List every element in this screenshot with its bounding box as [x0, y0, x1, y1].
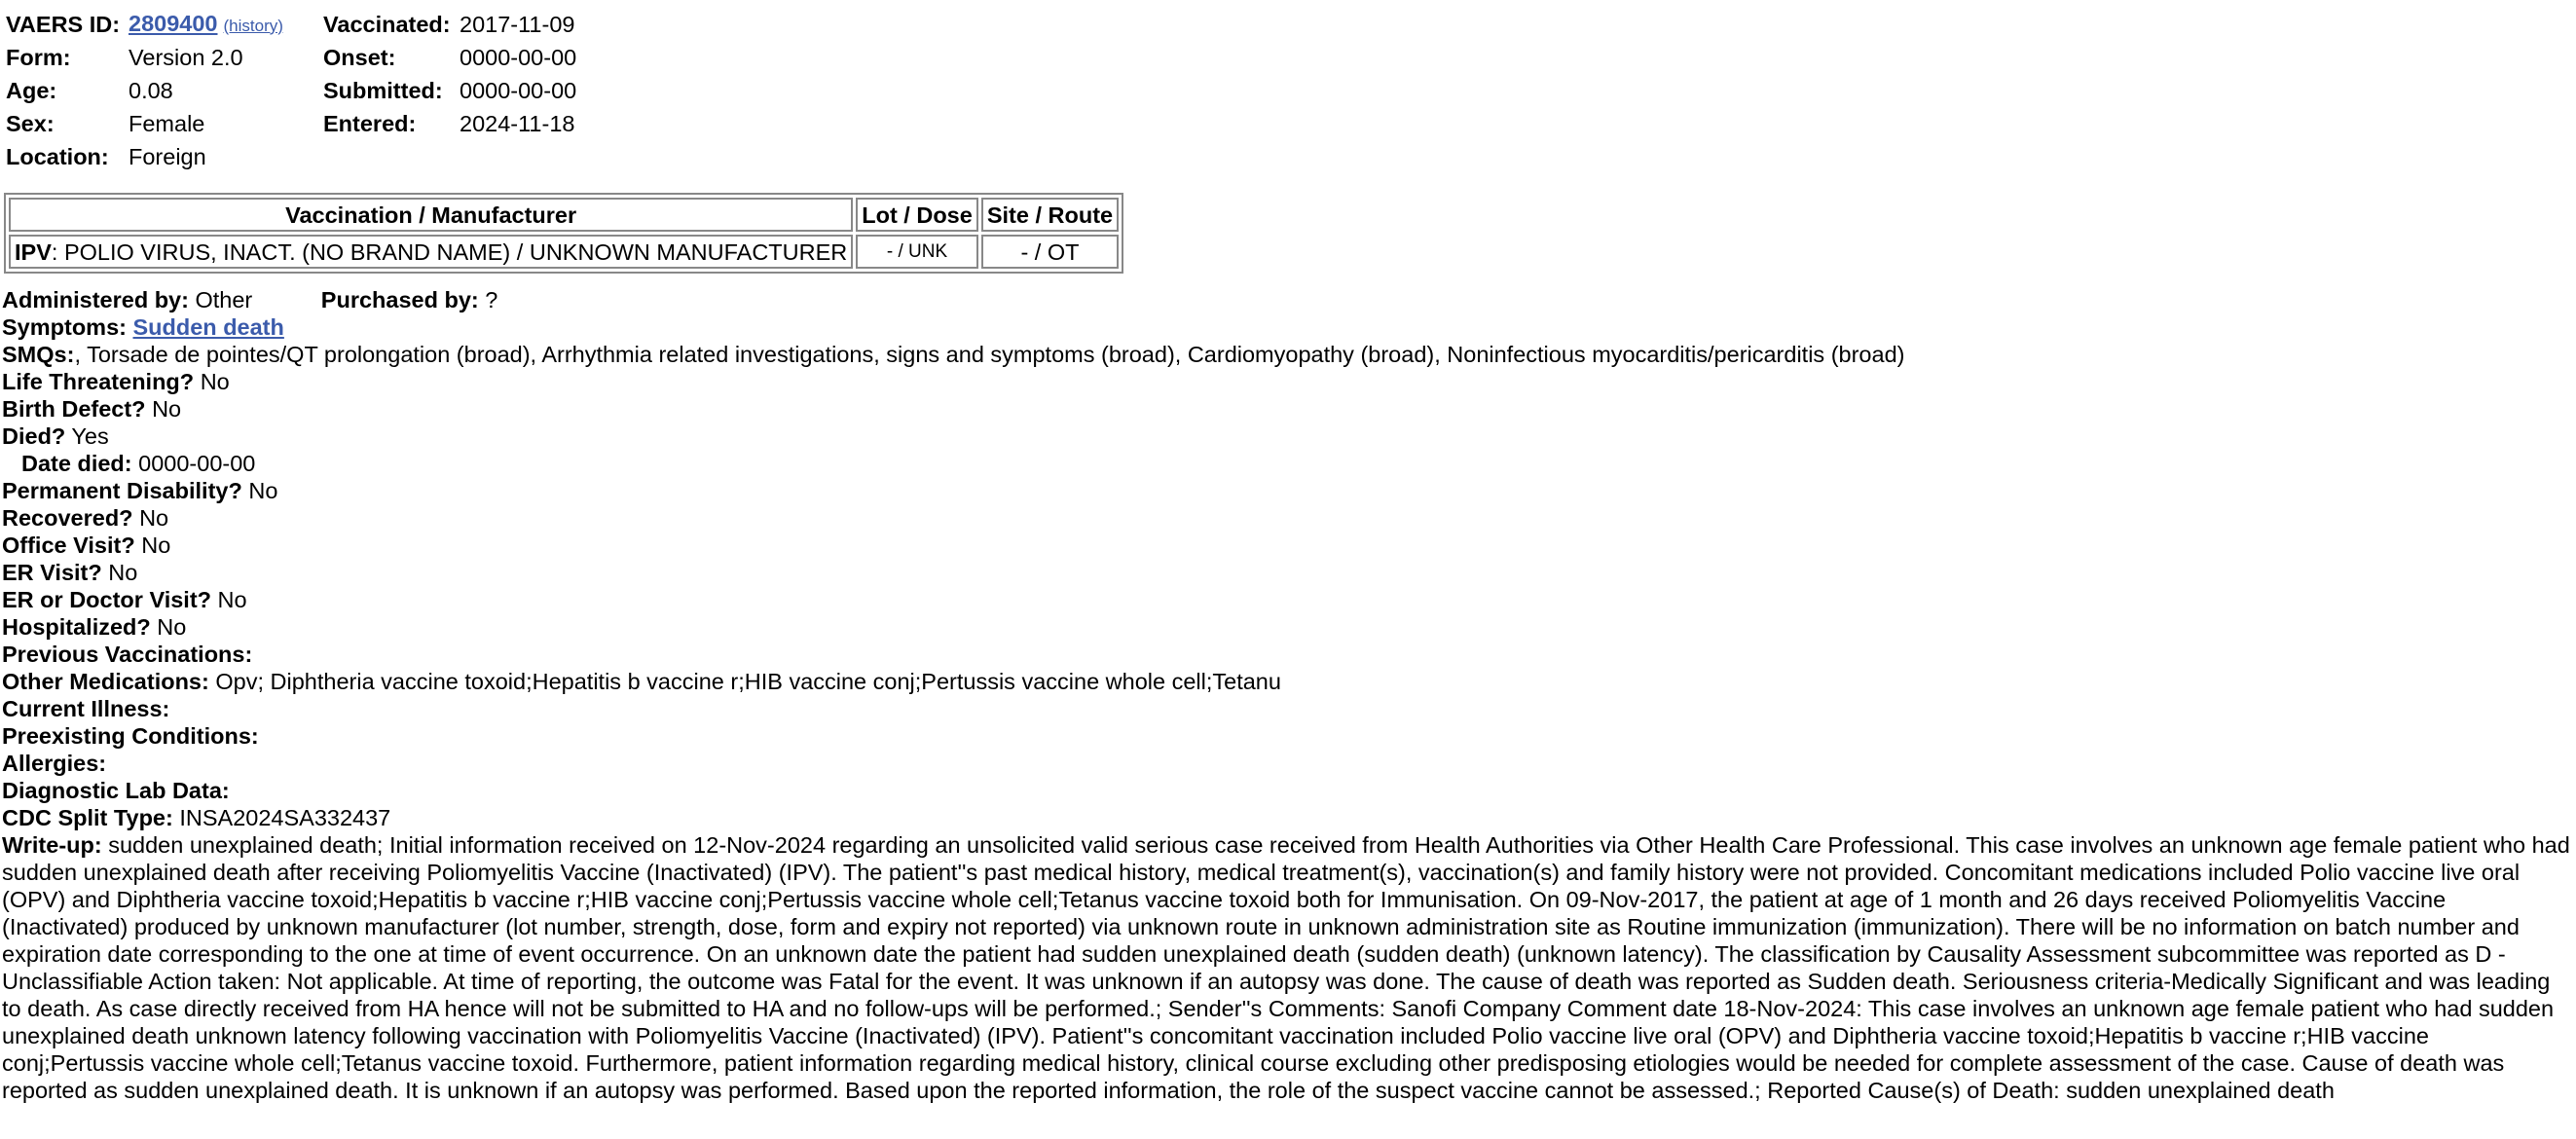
other-medications-row: [2, 668, 2572, 695]
disability-value: No: [248, 478, 278, 503]
life-threatening-value: No: [200, 369, 230, 394]
office-visit-label: Office Visit?: [2, 533, 135, 558]
age-value: 0.08: [129, 78, 173, 103]
allergies-label: Allergies:: [2, 751, 107, 776]
symptoms-label: Symptoms:: [2, 314, 127, 340]
died-row: [2, 423, 2572, 450]
recovered-label: Recovered?: [2, 505, 133, 531]
administered-value: Other: [195, 287, 253, 312]
site-route-cell: - / OT: [981, 235, 1119, 269]
allergies-row: [2, 750, 2572, 777]
er-doctor-label: ER or Doctor Visit?: [2, 587, 212, 612]
other-medications-value: Opv; Diphtheria vaccine toxoid;Hepatitis b vaccine r;HIB vaccine conj;Pertussis vaccine whole cell;Tetanu: [215, 669, 1281, 694]
diagnostic-lab-label: Diagnostic Lab Data:: [2, 778, 230, 803]
col-lot-dose: Lot / Dose: [856, 198, 978, 232]
office-visit-value: No: [141, 533, 171, 558]
died-value: Yes: [71, 423, 109, 449]
cdc-split-value: INSA2024SA332437: [179, 805, 391, 830]
lot-dose-cell: - / UNK: [856, 235, 978, 269]
birth-defect-value: No: [152, 396, 182, 422]
cdc-split-label: CDC Split Type:: [2, 805, 173, 830]
previous-vaccinations-label: Previous Vaccinations:: [2, 642, 253, 667]
vaccine-cell: [9, 235, 853, 269]
hospitalized-value: No: [157, 614, 187, 640]
submitted-value: 0000-00-00: [460, 78, 577, 103]
report-details: [2, 286, 2572, 1104]
other-medications-label: Other Medications:: [2, 669, 209, 694]
recovered-row: [2, 504, 2572, 532]
vaccine-description: : POLIO VIRUS, INACT. (NO BRAND NAME) / UNKNOWN MANUFACTURER: [51, 239, 848, 265]
purchased-value: ?: [485, 287, 498, 312]
er-doctor-row: [2, 586, 2572, 613]
vaccine-code: IPV: [15, 239, 52, 265]
disability-label: Permanent Disability?: [2, 478, 242, 503]
onset-value: 0000-00-00: [460, 45, 577, 70]
sex-value: Female: [129, 111, 205, 136]
disability-row: [2, 477, 2572, 504]
office-visit-row: [2, 532, 2572, 559]
hospitalized-row: [2, 613, 2572, 641]
er-doctor-value: No: [217, 587, 247, 612]
date-died-label: Date died:: [21, 451, 132, 476]
entered-label: Entered:: [323, 111, 417, 136]
current-illness-row: [2, 695, 2572, 722]
date-died-value: 0000-00-00: [138, 451, 256, 476]
writeup-text: sudden unexplained death; Initial information received on 12-Nov-2024 regarding an unsolicited valid serious case received from Health Authorities via Other Health Care Professional. This case involves an unknown age female patient who had sudden unexplained death after receiving Poliomyelitis Vaccine (Inactivated) (IPV). The patient''s past medical history, medical treatment(s), vaccination(s) and family history were not provided. Concomitant medications included Polio vaccine live oral (OPV) and Diphtheria vaccine toxoid;Hepatitis b vaccine r;HIB vaccine conj;Pertussis vaccine whole cell;Tetanus vaccine toxoid both for Immunisation. On 09-Nov-2017, the patient at age of 1 month and 26 days received Poliomyelitis Vaccine (Inactivated) produced by unknown manufacturer (lot number, strength, dose, form and expiry not reported) via unknown route in unknown administration site as Routine immunization (immunization). There will be no information on batch number and expiration date corresponding to the one at time of event occurrence. On an unknown date the patient had sudden unexplained death (sudden death) (unknown latency). The classification by Causality Assessment subcommittee was reported as D - Unclassifiable Action taken: Not applicable. At time of reporting, the outcome was Fatal for the event. It was unknown if an autopsy was done. The cause of death was reported as Sudden death. Seriousness criteria-Medically Significant and was leading to death. As case directly received from HA hence will not be submitted to HA and no follow-ups will be performed.; Sender''s Comments: Sanofi Company Comment date 18-Nov-2024: This case involves an unknown age female patient who had sudden unexplained death unknown latency following vaccination with Poliomyelitis Vaccine (Inactivated) (IPV). Patient''s concomitant vaccination included Polio vaccine live oral (OPV) and Diphtheria vaccine toxoid;Hepatitis b vaccine r;HIB vaccine conj;Pertussis vaccine whole cell;Tetanus vaccine toxoid. Furthermore, patient information regarding medical history, clinical course excluding other predisposing etiologies would be needed for complete assessment of the case. Cause of death was reported as sudden unexplained death. It is unknown if an autopsy was performed. Based upon the reported information, the role of the suspect vaccine cannot be assessed.; Reported Cause(s) of Death: sudden unexplained death: [2, 832, 2570, 1103]
table-row: [9, 235, 1119, 269]
symptoms-row: [2, 313, 2572, 341]
previous-vaccinations-row: [2, 641, 2572, 668]
submitted-label: Submitted:: [323, 78, 443, 103]
er-visit-row: [2, 559, 2572, 586]
died-label: Died?: [2, 423, 66, 449]
form-label: Form:: [6, 45, 71, 70]
smqs-row: [2, 341, 2572, 368]
cdc-split-row: [2, 804, 2572, 831]
smqs-value: , Torsade de pointes/QT prolongation (broad), Arrhythmia related investigations, signs and symptoms (broad), Cardiomyopathy (broad), Noninfectious myocarditis/pericarditis (broad): [74, 342, 1905, 367]
current-illness-label: Current Illness:: [2, 696, 170, 721]
diagnostic-lab-row: [2, 777, 2572, 804]
smqs-label: SMQs:: [2, 342, 75, 367]
er-visit-value: No: [108, 560, 138, 585]
vaers-id-link[interactable]: 2809400: [129, 10, 218, 36]
birth-defect-label: Birth Defect?: [2, 396, 146, 422]
hospitalized-label: Hospitalized?: [2, 614, 151, 640]
age-label: Age:: [6, 78, 57, 103]
vaccination-table: [4, 193, 1123, 274]
life-threatening-label: Life Threatening?: [2, 369, 195, 394]
er-visit-label: ER Visit?: [2, 560, 102, 585]
entered-value: 2024-11-18: [460, 111, 575, 136]
location-label: Location:: [6, 144, 109, 169]
preexisting-row: [2, 722, 2572, 750]
preexisting-label: Preexisting Conditions:: [2, 723, 259, 749]
writeup-row: [2, 831, 2572, 1104]
symptom-link[interactable]: Sudden death: [132, 314, 284, 340]
sex-label: Sex:: [6, 111, 55, 136]
vaccinated-label: Vaccinated:: [323, 12, 451, 37]
life-threatening-row: [2, 368, 2572, 395]
administered-row: [2, 286, 2572, 313]
date-died-row: [2, 450, 2572, 477]
report-header: [6, 8, 606, 173]
col-vaccination-manufacturer: Vaccination / Manufacturer: [9, 198, 853, 232]
purchased-label: Purchased by:: [320, 287, 479, 312]
vaccinated-value: 2017-11-09: [460, 12, 575, 37]
writeup-label: Write-up:: [2, 832, 102, 858]
form-value: Version 2.0: [129, 45, 243, 70]
history-link[interactable]: (history): [223, 16, 283, 35]
recovered-value: No: [139, 505, 169, 531]
vaers-id-label: VAERS ID:: [6, 12, 121, 37]
vaers-id-cell: [129, 8, 323, 41]
birth-defect-row: [2, 395, 2572, 423]
onset-label: Onset:: [323, 45, 396, 70]
col-site-route: Site / Route: [981, 198, 1119, 232]
location-value: Foreign: [129, 144, 206, 169]
administered-label: Administered by:: [2, 287, 189, 312]
